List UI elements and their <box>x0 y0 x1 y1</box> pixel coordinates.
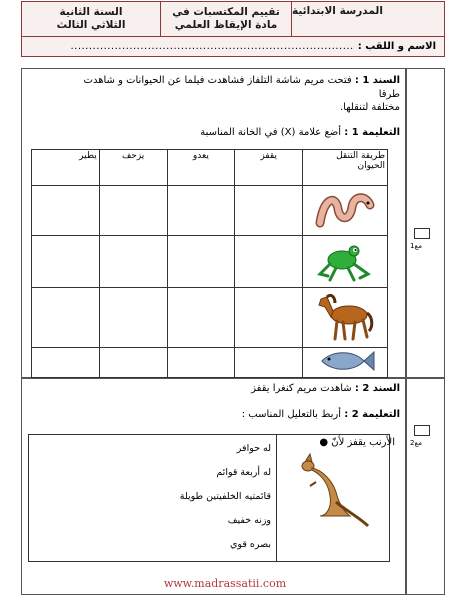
sanad-2-label: السند 2 : <box>354 383 400 394</box>
col-jump: يقفز <box>235 150 303 186</box>
instruction-1 <box>60 126 400 140</box>
sanad-1-text-cont: مختلفة لتنقلها. <box>339 102 400 113</box>
answer-cell[interactable] <box>99 236 167 288</box>
answer-cell[interactable] <box>235 186 303 236</box>
instruction-2 <box>60 408 400 422</box>
corner-line1: طريقة التنقل <box>336 151 385 161</box>
frog-icon <box>314 238 376 282</box>
col-run: يعدو <box>167 150 235 186</box>
movement-table <box>31 149 388 378</box>
bullet-dot[interactable]: ● <box>319 437 329 448</box>
footer-url[interactable]: www.madrassatii.com <box>163 577 287 590</box>
reason-item[interactable]: بصره قوي <box>229 539 271 550</box>
grade-line2: الثلاثي الثالث <box>56 19 126 31</box>
reason-item[interactable]: قائمتيه الخلفيتين طويلة <box>179 491 271 502</box>
horse-icon <box>313 289 377 343</box>
table-header-row <box>32 150 388 186</box>
table-row <box>32 348 388 378</box>
animal-cell <box>303 186 388 236</box>
answer-cell[interactable] <box>167 288 235 348</box>
school-name <box>292 2 444 36</box>
name-field[interactable] <box>21 37 445 57</box>
corner-cell <box>303 150 388 186</box>
table-row <box>32 186 388 236</box>
exam-title <box>161 2 291 36</box>
answer-cell[interactable] <box>99 348 167 378</box>
worm-icon <box>314 187 376 231</box>
fish-icon <box>314 348 376 374</box>
answer-cell[interactable] <box>167 186 235 236</box>
answer-cell[interactable] <box>99 186 167 236</box>
instruction-2-label: التعليمة 2 : <box>344 409 400 420</box>
score-box-2[interactable] <box>414 425 430 436</box>
answer-cell[interactable] <box>235 288 303 348</box>
margin-divider <box>405 68 407 595</box>
answer-cell[interactable] <box>99 288 167 348</box>
col-fly: يطير <box>32 150 100 186</box>
kangaroo-icon <box>290 452 370 532</box>
answer-cell[interactable] <box>167 236 235 288</box>
school-label: المدرسة الابتدائية <box>292 5 383 17</box>
reasons-list <box>131 437 271 557</box>
matching-divider <box>276 434 277 562</box>
answer-cell[interactable] <box>32 236 100 288</box>
sanad-1-label: السند 1 : <box>354 75 400 86</box>
grade-info <box>22 2 160 36</box>
criterion-2-label: مع2 <box>410 439 422 447</box>
animal-cell <box>303 348 388 378</box>
sanad-2 <box>60 382 400 396</box>
table-row <box>32 236 388 288</box>
sanad-1-text: فتحت مريم شاشة التلفاز فشاهدت فيلما عن الحيوانات و شاهدت طرقا <box>83 75 400 100</box>
answer-cell[interactable] <box>235 236 303 288</box>
answer-cell[interactable] <box>32 288 100 348</box>
table-row <box>32 288 388 348</box>
exam-title-line2: مادة الإيقاظ العلمي <box>174 19 278 31</box>
statement-text: الأرنب يقفز لأنّ <box>331 437 395 448</box>
name-label: الاسم و اللقب : <box>357 41 436 52</box>
animal-cell <box>303 236 388 288</box>
reason-item[interactable]: له أربعة قوائم <box>216 467 271 478</box>
sanad-1 <box>60 74 400 102</box>
answer-cell[interactable] <box>32 186 100 236</box>
exam-title-line1: تقييم المكتسبات في <box>172 5 280 18</box>
score-box-1[interactable] <box>414 228 430 239</box>
instruction-1-text: أضع علامة (X) في الخانة المناسبة <box>200 127 345 138</box>
reason-item[interactable]: وزنه خفيف <box>227 515 271 526</box>
corner-line2: الحيوان <box>357 161 385 171</box>
criterion-1-label: مع1 <box>410 242 422 250</box>
sanad-2-text: شاهدت مريم كنغرا يقفز <box>251 383 355 394</box>
answer-cell[interactable] <box>167 348 235 378</box>
col-crawl: يزحف <box>99 150 167 186</box>
kangaroo-statement <box>319 437 395 448</box>
name-dots: ............................................................................. <box>70 41 354 52</box>
instruction-1-label: التعليمة 1 : <box>344 127 400 138</box>
answer-cell[interactable] <box>32 348 100 378</box>
animal-cell <box>303 288 388 348</box>
header-table <box>21 1 445 37</box>
grade-line1: السنة الثانية <box>59 5 123 18</box>
instruction-2-text: أربط بالتعليل المناسب : <box>241 409 345 420</box>
reason-item[interactable]: له حوافر <box>236 443 271 454</box>
answer-cell[interactable] <box>235 348 303 378</box>
